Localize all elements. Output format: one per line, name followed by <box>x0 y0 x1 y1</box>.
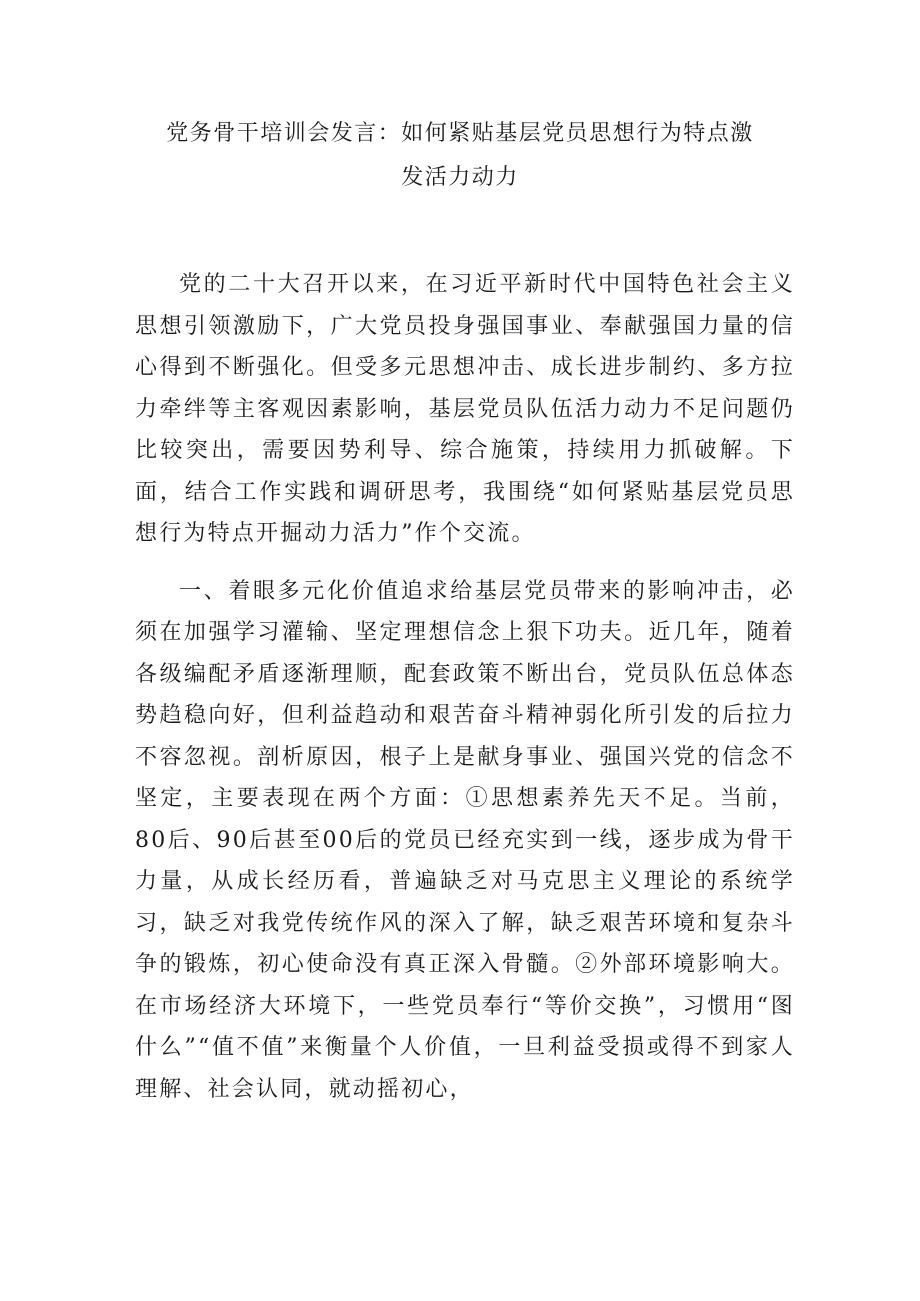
title-line-2: 发活力动力 <box>401 165 519 190</box>
document-body <box>135 264 795 1126</box>
paragraph-intro: 党的二十大召开以来，在习近平新时代中国特色社会主义思想引领激励下，广大党员投身强国事业、奉献强国力量的信心得到不断强化。但受多元思想冲击、成长进步制约、多方拉力牵绊等主客观因素影响，基层党员队伍活力动力不足问题仍比较突出，需要因势利导、综合施策，持续用力抓破解。下面，结合工作实践和调研思考，我围绕“如何紧贴基层党员思想行为特点开掘动力活力”作个交流。 <box>135 272 795 546</box>
document-title <box>120 112 800 200</box>
paragraph-section-1: 一、着眼多元化价值追求给基层党员带来的影响冲击，必须在加强学习灌输、坚定理想信念上狠下功夫。近几年，随着各级编配矛盾逐渐理顺，配套政策不断出台，党员队伍总体态势趋稳向好，但利益趋动和艰苦奋斗精神弱化所引发的后拉力不容忽视。剖析原因，根子上是献身事业、强国兴党的信念不坚定，主要表现在两个方面：①思想素养先天不足。当前，80后、90后甚至00后的党员已经充实到一线，逐步成为骨干力量，从成长经历看，普遍缺乏对马克思主义理论的系统学习，缺乏对我党传统作风的深入了解，缺乏艰苦环境和复杂斗争的锻炼，初心使命没有真正深入骨髓。②外部环境影响大。在市场经济大环境下，一些党员奉行“等价交换”，习惯用“图什么”“值不值”来衡量个人价值，一旦利益受损或得不到家人理解、社会认同，就动摇初心， <box>135 578 795 1102</box>
title-line-1: 党务骨干培训会发言：如何紧贴基层党员思想行为特点激 <box>166 121 754 146</box>
